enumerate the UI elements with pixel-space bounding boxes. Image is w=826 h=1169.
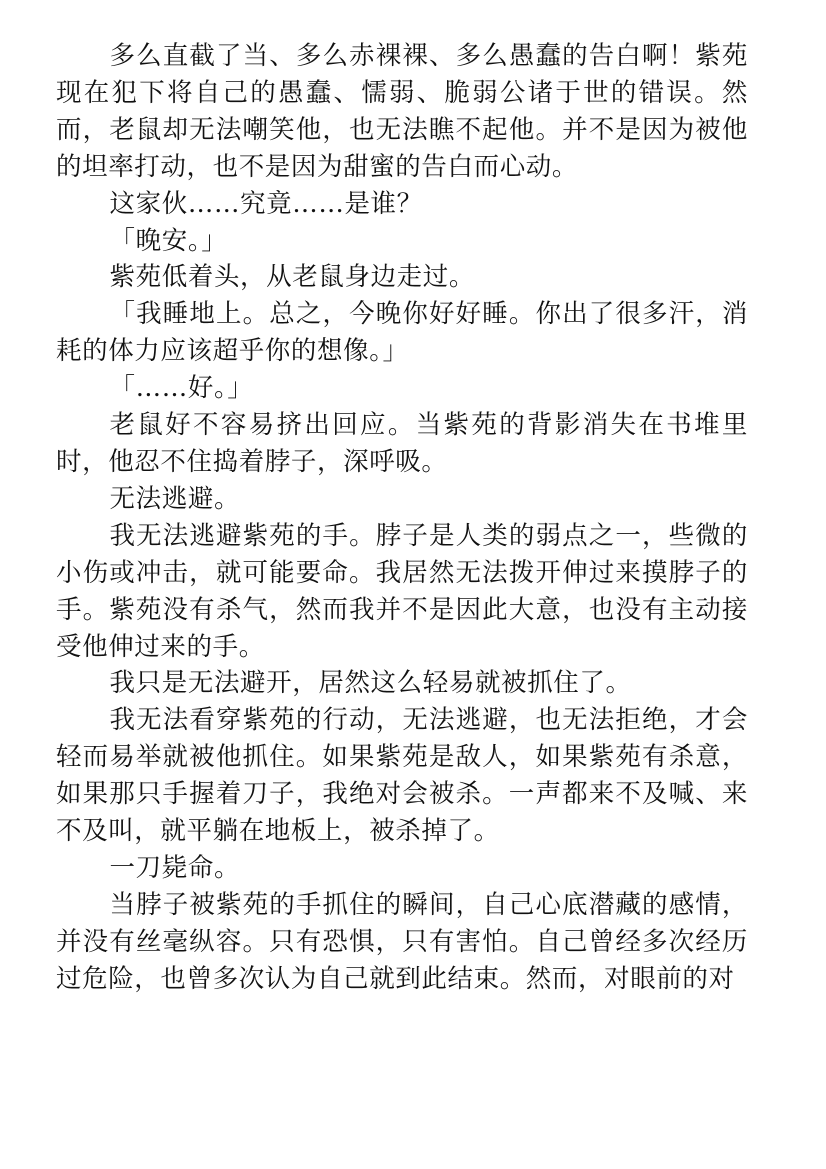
paragraph-9: 我无法逃避紫苑的手。脖子是人类的弱点之一，些微的小伤或冲击，就可能要命。我居然无法拨开伸过来摸脖子的手。紫苑没有杀气，然而我并不是因此大意，也没有主动接受他伸过来的手。 [56,520,748,662]
paragraph-10: 我只是无法避开，居然这么轻易就被抓住了。 [109,668,632,699]
paragraph-6: 「……好。」 [109,373,254,404]
paragraph-1: 多么直截了当、多么赤裸裸、多么愚蠢的告白啊！紫苑现在犯下将自己的愚蠢、懦弱、脆弱公诸于世的错误。然而，老鼠却无法嘲笑他，也无法瞧不起他。并不是因为被他的坦率打动，也不是因为甜蜜的告白而心动。 [56,41,748,182]
paragraph-12: 一刀毙命。 [109,852,241,883]
paragraph-2: 这家伙……究竟……是谁？ [109,188,423,219]
paragraph-13: 当脖子被紫苑的手抓住的瞬间，自己心底潜藏的感情，并没有丝毫纵容。只有恐惧，只有害怕。自己曾经多次经历过危险，也曾多次认为自己就到此结束。然而，对眼前的对 [56,889,748,994]
paragraph-8: 无法逃避。 [109,483,241,514]
paragraph-7: 老鼠好不容易挤出回应。当紫苑的背影消失在书堆里时，他忍不住捣着脖子，深呼吸。 [56,410,748,477]
document-page [56,38,748,998]
paragraph-4: 紫苑低着头，从老鼠身边走过。 [109,262,475,293]
paragraph-3: 「晚安。」 [109,225,228,256]
paragraph-5: 「我睡地上。总之，今晚你好好睡。你出了很多汗，消耗的体力应该超乎你的想像。」 [56,299,748,367]
paragraph-11: 我无法看穿紫苑的行动，无法逃避，也无法拒绝，才会轻而易举就被他抓住。如果紫苑是敌人，如果紫苑有杀意，如果那只手握着刀子，我绝对会被杀。一声都来不及喊、来不及叫，就平躺在地板上，被杀掉了。 [56,705,748,847]
